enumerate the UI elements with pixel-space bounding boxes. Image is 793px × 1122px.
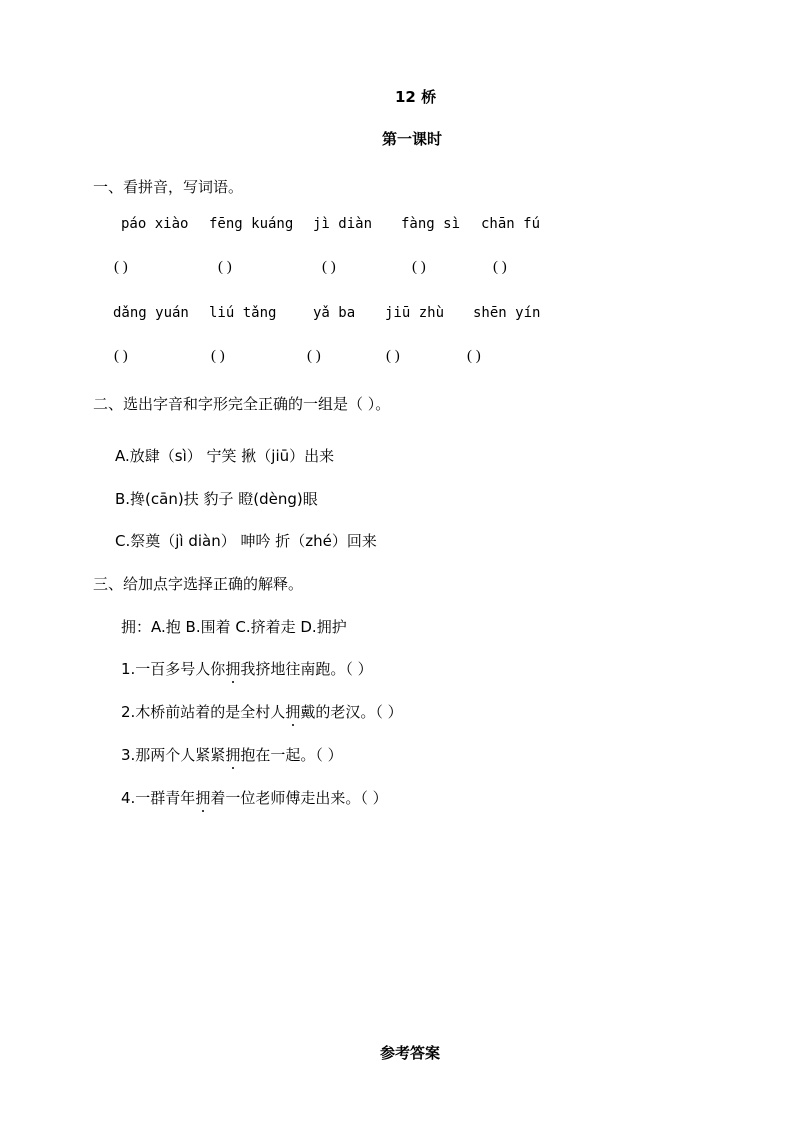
question-item bbox=[121, 701, 403, 722]
answer-blank[interactable]: ( ) bbox=[493, 259, 507, 275]
pinyin-item: jì diàn bbox=[313, 216, 373, 232]
question-item bbox=[121, 787, 388, 808]
option-a[interactable]: A.放肆（sì） 宁笑 揪（jiū）出来 bbox=[115, 447, 335, 465]
answer-blank[interactable]: ( ) bbox=[386, 348, 400, 364]
answer-title: 参考答案 bbox=[380, 1044, 441, 1062]
pinyin-item: liú tǎng bbox=[209, 305, 277, 321]
page-title: 12 桥 bbox=[395, 88, 437, 106]
pinyin-item: yǎ ba bbox=[313, 305, 356, 321]
answer-blank[interactable]: ( ) bbox=[211, 348, 225, 364]
section1-heading: 一、看拼音，写词语。 bbox=[93, 178, 244, 196]
answer-blank[interactable]: ( ) bbox=[218, 259, 232, 275]
pinyin-item: shēn yín bbox=[473, 305, 541, 321]
question-item bbox=[121, 658, 373, 679]
question-text-after: 抱在一起。（ ） bbox=[240, 746, 343, 764]
question-text-after: 戴的老汉。（ ） bbox=[300, 703, 403, 721]
question-text-after: 我挤地往南跑。（ ） bbox=[240, 660, 373, 678]
question-text-before: 4.一群青年 bbox=[121, 789, 196, 807]
dotted-character: 拥 bbox=[195, 789, 211, 807]
dotted-character: 拥 bbox=[285, 703, 301, 721]
answer-blank[interactable]: ( ) bbox=[114, 259, 128, 275]
question-text-before: 1.一百多号人你 bbox=[121, 660, 226, 678]
option-c[interactable]: C.祭奠（jì diàn） 呻吟 折（zhé）回来 bbox=[115, 532, 377, 550]
pinyin-item: fàng sì bbox=[401, 216, 461, 232]
answer-blank[interactable]: ( ) bbox=[412, 259, 426, 275]
question-text-before: 2.木桥前站着的是全村人 bbox=[121, 703, 286, 721]
pinyin-item: chān fú bbox=[481, 216, 541, 232]
answer-blank[interactable]: ( ) bbox=[467, 348, 481, 364]
pinyin-item: dǎng yuán bbox=[113, 305, 189, 321]
pinyin-item: fēng kuáng bbox=[209, 216, 294, 232]
page-subtitle: 第一课时 bbox=[382, 130, 443, 148]
pinyin-item: páo xiào bbox=[121, 216, 189, 232]
dotted-character: 拥 bbox=[225, 746, 241, 764]
dotted-character: 拥 bbox=[225, 660, 241, 678]
answer-blank[interactable]: ( ) bbox=[307, 348, 321, 364]
answer-blank[interactable]: ( ) bbox=[322, 259, 336, 275]
question-text-before: 3.那两个人紧紧 bbox=[121, 746, 226, 764]
question-text-after: 着一位老师傅走出来。（ ） bbox=[210, 789, 388, 807]
option-b[interactable]: B.搀(cān)扶 豹子 瞪(dèng)眼 bbox=[115, 490, 318, 508]
pinyin-item: jiū zhù bbox=[385, 305, 445, 321]
section2-heading: 二、选出字音和字形完全正确的一组是（ ）。 bbox=[93, 395, 391, 413]
question-item bbox=[121, 744, 343, 765]
section3-heading: 三、给加点字选择正确的解释。 bbox=[93, 575, 304, 593]
answer-blank[interactable]: ( ) bbox=[114, 348, 128, 364]
definition-line: 拥：A.抱 B.围着 C.挤着走 D.拥护 bbox=[121, 618, 347, 636]
